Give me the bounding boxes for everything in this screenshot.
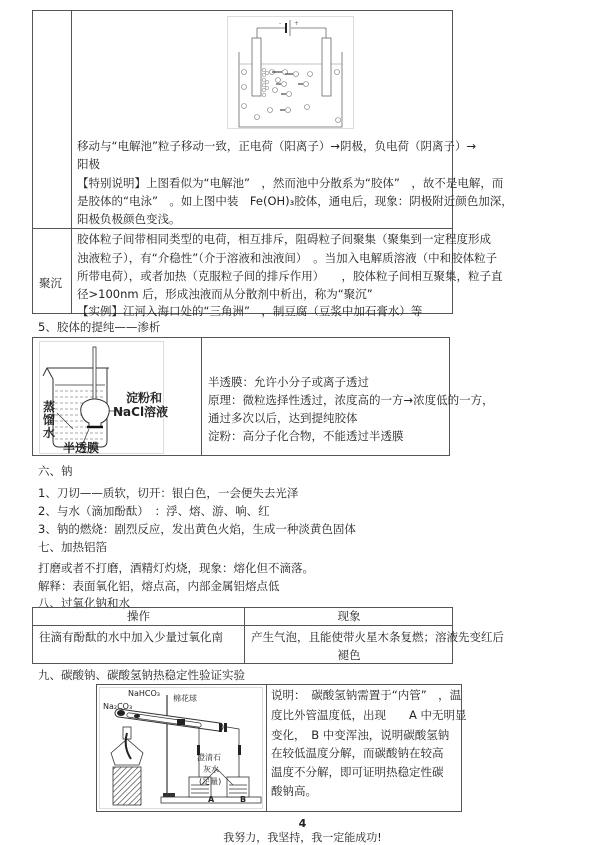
table-column-divider: [201, 338, 202, 455]
cotton-ball-label: 棉花球: [173, 694, 197, 703]
section-heading-peroxide: 八、过氧化钠和水: [38, 596, 130, 610]
footer-motto: 我努力，我坚持，我一定能成功!: [223, 831, 382, 844]
coagulation-text-line: 所带电荷），或者加热（克服粒子间的排斥作用） ，胶体粒子间相互聚集，粒子直: [77, 269, 503, 283]
carbonate-explanation-line: 酸钠高。: [271, 784, 317, 798]
coagulation-text-line: 径>100nm 后，形成浊液而从分散剂中析出，称为“聚沉”: [77, 287, 373, 301]
starch-solution-label: 淀粉和: [126, 391, 163, 405]
row-label-coagulation: 聚沉: [39, 276, 62, 290]
limewater-label: 澄清石: [197, 753, 221, 762]
carbonate-explanation-line: 说明： 碳酸氢钠需置于“内管” ，温: [271, 688, 462, 702]
special-note-line: 是胶体的“电泳” 。如上图中装 Fe(OH)₃胶体，通电后，现象：阴极附近颜色加深，: [77, 194, 513, 208]
special-note-line: 阳极负极颜色变浅。: [77, 212, 181, 226]
table-row-divider: [33, 625, 452, 626]
beaker-b-label: B: [240, 795, 247, 804]
carbonate-explanation-line: 温度不分解，即可证明热稳定性碳: [271, 765, 444, 779]
phenomenon-cell-line: 产生气泡，且能使带火星木条复燃；溶液先变红后: [251, 630, 504, 644]
electrophoresis-diagram: [227, 16, 354, 129]
column-header-operation: 操作: [127, 609, 150, 623]
table-column-divider: [71, 11, 72, 313]
svg-text:-: -: [279, 20, 282, 27]
dialysis-text-line: 通过多次以后，达到提纯胶体: [208, 411, 358, 425]
carbonate-explanation-line: 度比外管温度低，出现 A 中无明显: [271, 708, 467, 722]
sodium-item: 1、刀切——质软，切开：银白色，一会便失去光泽: [38, 486, 299, 500]
section-heading-sodium: 六、钠: [38, 464, 73, 478]
coagulation-text-line: 胶体粒子间带相同类型的电荷，相互排斥，阻碍粒子间聚集（聚集到一定程度形成: [77, 232, 491, 246]
operation-cell: 往滴有酚酞的水中加入少量过氧化南: [39, 630, 223, 644]
special-note-line: 【特别说明】上图看似为“电解池” ，然而池中分散系为“胶体” ，故不是电解，而: [77, 176, 504, 190]
carbonate-explanation-line: 在较低温度分解，而碳酸钠在较高: [271, 746, 444, 760]
nacl-solution-label: NaCl溶液: [113, 405, 169, 419]
na2co3-label: Na₂CO₃: [103, 702, 133, 711]
carbonate-explanation-line: 变化， B 中变浑浊，说明碳酸氢钠: [271, 728, 450, 742]
sodium-item: 2、与水（滴加酚酞） ：浮、熔、游、响、红: [38, 504, 270, 518]
distilled-water-label: 蒸馏水: [43, 400, 56, 440]
page-number: 4: [298, 817, 307, 830]
column-header-phenomenon: 现象: [337, 609, 361, 623]
dialysis-text-line: 原理：微粒选择性透过，浓度高的一方→浓度低的一方，: [208, 393, 494, 407]
beaker-a-label: A: [208, 795, 215, 804]
coagulation-example-line: 【实例】江河入海口处的“三角洲” ，制豆腐（豆浆中加石膏水）等: [77, 304, 423, 318]
electrophoresis-text-line: 移动与“电解池”粒子移动一致，正电荷（阳离子）→阴极，负电荷（阴离子）→: [77, 139, 477, 153]
phenomenon-cell-line: 褪色: [337, 648, 361, 662]
table-column-divider: [266, 685, 267, 811]
electrophoresis-text-line: 阳极: [77, 157, 100, 171]
aluminum-text-line: 打磨或者不打磨，酒精灯灼烧，现象：熔化但不滴落。: [38, 561, 314, 575]
dialysis-text-line: 半透膜：允许小分子或离子透过: [208, 375, 369, 389]
limewater-label: 灰水: [203, 765, 219, 774]
section-heading-aluminum: 七、加热铝箔: [38, 540, 107, 554]
section-heading-carbonate: 九、碳酸钠、碳酸氢钠热稳定性验证实验: [38, 668, 245, 682]
peroxide-table: [32, 607, 504, 664]
sodium-item: 3、钠的燃烧：剧烈反应，发出黄色火焰，生成一种淡黄色固体: [38, 522, 356, 536]
dialysis-text-line: 淀粉：高分子化合物，不能透过半透膜: [208, 429, 404, 443]
limewater-label: (足量): [199, 777, 222, 786]
coagulation-text-line: 浊液粒子），有“介稳性”（介于溶液和浊液间） 。当加入电解质溶液（中和胶体粒子: [77, 251, 498, 265]
section-heading-dialysis: 5、胶体的提纯——渗析: [38, 320, 161, 334]
nahco3-label: NaHCO₃: [128, 689, 160, 698]
aluminum-text-line: 解释：表面氧化铝，熔点高，内部金属铝熔点低: [38, 579, 280, 593]
svg-text:+: +: [294, 20, 300, 27]
table-row-divider: [33, 228, 452, 229]
membrane-label: 半透膜: [63, 441, 100, 455]
